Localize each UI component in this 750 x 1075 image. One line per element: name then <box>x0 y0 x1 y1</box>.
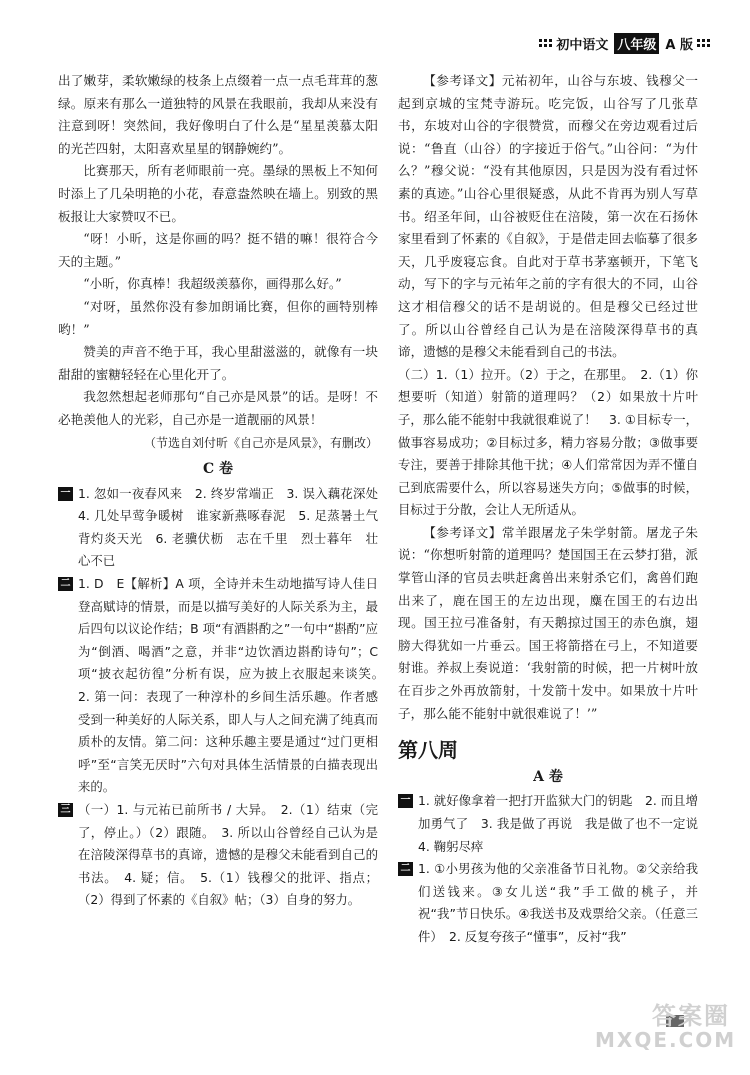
answer-item <box>398 790 711 858</box>
story-paragraph: “对呀，虽然你没有参加朗诵比赛，但你的画特别棒哟！” <box>58 298 378 337</box>
right-column <box>398 70 711 949</box>
story-paragraph: 出了嫩芽，柔软嫩绿的枝条上点缀着一点一点毛茸茸的葱绿。原来有那么一道独特的风景在我眼前，我却从来没有注意到呀！突然间，我好像明白了什么是“星星羡慕太阳的光芒四射，太阳喜欢星星的钢静婉约”。 <box>58 73 378 156</box>
week-title: 第八周 <box>398 738 458 763</box>
answer-item <box>398 858 698 948</box>
reference-translation: 【参考译文】常羊跟屠龙子朱学射箭。屠龙子朱说：“你想听射箭的道理吗？楚国国王在云梦打猎，派掌管山泽的官员去哄赶禽兽出来射杀它们，禽兽们跑出来了，鹿在国王的左边出现，麋在国王的右边出现。国王拉弓准备射，有天鹅掠过国王的赤色旗，翅膀大得犹如一片垂云。国王将箭搭在弓上，不知道要射谁。养叔上奏说道：‘我射箭的时候，把一片树叶放在百步之外再放箭射，十发箭十发中。如果放十片叶子，那么能不能射中就很难说了！’” <box>398 524 698 721</box>
story-paragraph: “小昕，你真棒！我超级羡慕你，画得那么好。” <box>83 276 342 292</box>
story-paragraph: 我忽然想起老师那句“自己亦是风景”的话。是呀！不必艳羡他人的光彩，自己亦是一道靓丽的风景！ <box>58 389 378 427</box>
answer-item: （二）1.（1）拉开。（2）于之，在那里。 2.（1）你想要听（知道）射箭的道理吗？（2）如果放十片叶子，那么能不能射中我就很难说了！ 3. ①目标专一，做事容易成功；②目标过多，精力容易分散；③做事要专注，要善于排除其他干扰；④人们常常因为弄不懂自己到底需要什么，所以容易迷失方向；⑤做事的时候，目标过于分散，会让人无所适从。 <box>398 366 698 518</box>
page-header <box>539 32 710 54</box>
left-column <box>58 70 391 912</box>
header-edition: A 版 <box>665 37 693 53</box>
answer-number-badge: 一 <box>58 487 73 501</box>
story-paragraph: 赞美的声音不绝于耳，我心里甜滋滋的，就像有一块甜甜的蜜糖轻轻在心里化开了。 <box>58 344 378 382</box>
reference-translation: 【参考译文】元祐初年，山谷与东坡、钱穆父一起到京城的宝梵寺游玩。吃完饭，山谷写了几张草书，东坡对山谷的字很赞赏，而穆父在旁边观看过后说：“鲁直（山谷）的字接近于俗气。”山谷问：“为什么？”穆父说：“没有其他原因，只是因为没有看过怀素的真迹。”山谷心里很疑惑，从此不肯再为别人写草书。绍圣年间，山谷被贬住在涪陵，第一次在石扬休家里看到了怀素的《自叙》，于是借走回去临摹了很多天，几乎废寝忘食。自此对于草书茅塞顿开，下笔飞动，写下的字与元祐年之前的字有很大的不同，山谷这才相信穆父的话不是胡说的。但是穆父已经过世了。所以山谷曾经自己认为是在涪陵深得草书的真谛，遗憾的是穆父未能看到自己的书法。 <box>398 73 698 360</box>
answer-text: 1. 忽如一夜春风来 2. 终岁常端正 3. 误入藕花深处 4. 几处早莺争暖树 谁家新燕啄春泥 5. 足蒸暑土气 背灼炎天光 6. 老骥伏枥 志在千里 烈士暮年 壮心不已 <box>78 485 391 569</box>
answer-text: 1. ①小男孩为他的父亲准备节日礼物。②父亲给我们送钱来。③女儿送“我”手工做的桃子，并祝“我”节日快乐。④我送书及戏票给父亲。（任意三件） 2. 反复夸孩子“懂事”，反衬“我” <box>418 861 698 944</box>
grid-icon <box>539 39 552 47</box>
answer-number-badge: 二 <box>398 862 413 876</box>
answer-number-badge: 二 <box>58 577 73 591</box>
grid-icon <box>697 39 710 47</box>
answer-number-badge: 三 <box>58 803 73 817</box>
header-subject: 初中语文 <box>556 37 609 53</box>
header-grade: 八年级 <box>614 33 659 54</box>
answer-item <box>58 573 391 799</box>
watermark-line: MXQE.COM <box>595 1028 737 1052</box>
answer-item <box>58 799 378 912</box>
answer-text: （一）1. 与元祐已前所书 / 大异。 2.（1）结束（完了，停止。）（2）跟随。 3. 所以山谷曾经自己认为是在涪陵深得草书的真谛，遗憾的是穆父未能看到自己的书法。 4. 疑；信。 5.（1）钱穆父的批评、指点；（2）得到了怀素的《自叙》帖；（3）自身的努力。 <box>78 802 378 908</box>
story-paragraph: “呀！小昕，这是你画的吗？挺不错的嘛！很符合今天的主题。” <box>58 231 378 269</box>
answer-text: 1. D E【解析】A 项，全诗并未生动地描写诗人佳日登高赋诗的情景，而是以描写美好的人际关系为主，最后四句以议论作结；B 项“有酒斟酌之”一句中“斟酌”应为“倒酒、喝酒”之意，并非“边饮酒边斟酌诗句”；C 项“披衣起彷徨”分析有误，应为披上衣服起来谈笑。 2. 第一问：表现了一种淳朴的乡间生活乐趣。作者感受到一种美好的人际关系，即人与人之间充满了纯真而质朴的友情。第二问：这种乐趣主要是通过“过门更相呼”至“言笑无厌时”六句对具体生活情景的白描表现出来的。 <box>78 576 391 795</box>
watermark-line: 答案圈 <box>652 1002 730 1030</box>
answer-number-badge: 一 <box>398 794 413 808</box>
answer-item <box>58 483 391 573</box>
story-paragraph: 比赛那天，所有老师眼前一亮。墨绿的黑板上不知何时添上了几朵明艳的小花，春意盎然映在墙上。别致的黑板报让大家赞叹不已。 <box>58 163 378 224</box>
section-title-c: C 卷 <box>202 461 234 478</box>
watermark <box>595 1002 737 1053</box>
story-source: （节选自刘付昕《自己亦是风景》，有删改） <box>143 435 378 450</box>
answer-text: 1. 就好像拿着一把打开监狱大门的钥匙 2. 而且增加勇气了 3. 我是做了再说 我是做了也不一定说 4. 鞠躬尽瘁 <box>418 793 711 854</box>
section-title-a: A 卷 <box>533 768 563 785</box>
